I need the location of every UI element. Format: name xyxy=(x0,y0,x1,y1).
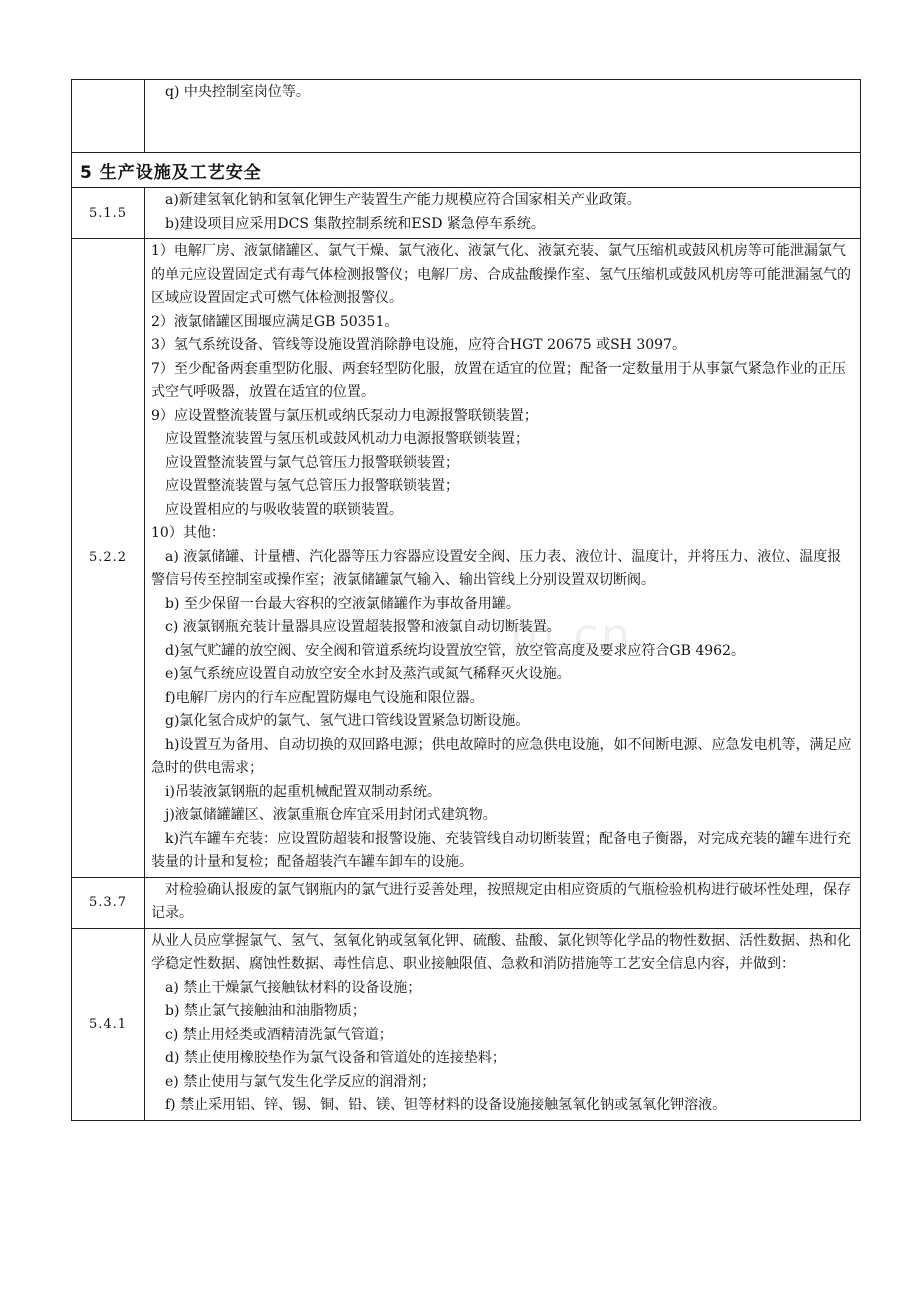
clause-line: d) 禁止使用橡胶垫作为氯气设备和管道处的连接垫料； xyxy=(165,1050,506,1066)
clause-line: 应设置相应的与吸收装置的联锁装置。 xyxy=(165,501,403,518)
clause-line: j)液氯储罐罐区、液氯重瓶仓库宜采用封闭式建筑物。 xyxy=(165,807,497,823)
clause-line: a)新建氢氧化钠和氢氧化钾生产装置生产能力规模应符合国家相关产业政策。 xyxy=(165,192,641,208)
section-title: 5 生产设施及工艺安全 xyxy=(72,153,861,188)
clause-code-cell: 5.2.2 xyxy=(72,239,145,878)
clause-content-cell xyxy=(145,239,861,878)
table-row xyxy=(72,239,861,878)
clause-line: 1）电解厂房、液氯储罐区、氯气干燥、氯气液化、液氯气化、液氯充装、氯气压缩机或鼓风机房等可能泄漏氯气的单元应设置固定式有毒气体检测报警仪；电解厂房、合成盐酸操作室、氢气压缩机或鼓风机房等可能泄漏氢气的区域应设置固定式可燃气体检测报警仪。 xyxy=(151,243,851,306)
clause-content-cell xyxy=(145,80,861,153)
clause-line: 应设置整流装置与氢压机或鼓风机动力电源报警联锁装置； xyxy=(165,431,529,447)
clause-line: g)氯化氢合成炉的氯气、氢气进口管线设置紧急切断设施。 xyxy=(165,713,530,729)
clause-line: e) 禁止使用与氯气发生化学反应的润滑剂； xyxy=(165,1073,436,1090)
table-row xyxy=(72,188,861,239)
table-row xyxy=(72,928,861,1120)
clause-line: b) 禁止氯气接触油和油脂物质； xyxy=(165,1003,366,1019)
clause-line: 10）其他： xyxy=(151,525,225,541)
clause-line: e)氢气系统应设置自动放空安全水封及蒸汽或氮气稀释灭火设施。 xyxy=(165,666,571,682)
clause-line: i)吊装液氯钢瓶的起重机械配置双制动系统。 xyxy=(165,783,441,800)
document-table-wrapper xyxy=(71,79,860,1121)
clause-line: 9）应设置整流装置与氯压机或纳氏泵动力电源报警联锁装置； xyxy=(151,407,538,424)
clause-line: a) 液氯储罐、计量槽、汽化器等压力容器应设置安全阀、压力表、液位计、温度计，并将压力、液位、温度报警信号传至控制室或操作室；液氯储罐氯气输入、输出管线上分别设置双切断阀。 xyxy=(151,548,842,588)
clause-line: b)建设项目应采用DCS 集散控制系统和ESD 紧急停车系统。 xyxy=(165,215,545,232)
clause-line: q) 中央控制室岗位等。 xyxy=(165,84,310,100)
clause-content-cell xyxy=(145,877,861,928)
clause-line: 3）氢气系统设备、管线等设施设置消除静电设施，应符合HGT 20675 或SH 3097。 xyxy=(151,337,686,353)
clause-line: 应设置整流装置与氯气总管压力报警联锁装置； xyxy=(165,454,459,471)
table-row xyxy=(72,877,861,928)
clause-line: d)氢气贮罐的放空阀、安全阀和管道系统均设置放空管，放空管高度及要求应符合GB 4962。 xyxy=(165,642,745,659)
clause-line: k)汽车罐车充装：应设置防超装和报警设施、充装管线自动切断装置；配备电子衡器，对完成充装的罐车进行充装量的计量和复检；配备超装汽车罐车卸车的设施。 xyxy=(151,830,851,870)
clause-line: c) 禁止用烃类或酒精清洗氯气管道； xyxy=(165,1026,393,1043)
clause-line: 2）液氯储罐区围堰应满足GB 50351。 xyxy=(151,313,399,330)
clause-content-cell xyxy=(145,188,861,239)
clause-code-cell: 5.1.5 xyxy=(72,188,145,239)
section-heading-row xyxy=(72,153,861,188)
clause-line: f) 禁止采用铝、锌、锡、铜、铅、镁、钽等材料的设备设施接触氢氧化钠或氢氧化钾溶液。 xyxy=(165,1097,727,1113)
clause-content-cell xyxy=(145,928,861,1120)
clause-code-cell: 5.3.7 xyxy=(72,877,145,928)
clause-line: a) 禁止干燥氯气接触钛材料的设备设施； xyxy=(165,979,422,996)
clause-line: 7）至少配备两套重型防化服、两套轻型防化服，放置在适宜的位置；配备一定数量用于从事氯气紧急作业的正压式空气呼吸器，放置在适宜的位置。 xyxy=(151,360,846,400)
clause-line: b) 至少保留一台最大容积的空液氯储罐作为事故备用罐。 xyxy=(165,595,520,612)
clause-line: 从业人员应掌握氯气、氢气、氢氧化钠或氢氧化钾、硫酸、盐酸、氯化钡等化学品的物性数据、活性数据、热和化学稳定性数据、腐蚀性数据、毒性信息、职业接触限值、急救和消防措施等工艺安全信息内容，并做到： xyxy=(151,932,851,972)
clause-code-cell xyxy=(72,80,145,153)
table-row xyxy=(72,80,861,153)
clause-line: 应设置整流装置与氢气总管压力报警联锁装置； xyxy=(165,478,459,494)
clause-line: 对检验确认报废的氯气钢瓶内的氯气进行妥善处理，按照规定由相应资质的气瓶检验机构进行破坏性处理，保存记录。 xyxy=(151,881,851,921)
clause-line: c) 液氯钢瓶充装计量器具应设置超装报警和液氯自动切断装置。 xyxy=(165,619,561,635)
watermark: m.cn xyxy=(510,608,632,662)
clause-line: f)电解厂房内的行车应配置防爆电气设施和限位器。 xyxy=(165,689,484,706)
clause-line: h)设置互为备用、自动切换的双回路电源；供电故障时的应急供电设施，如不间断电源、应急发电机等，满足应急时的供电需求； xyxy=(151,736,852,776)
safety-requirements-table xyxy=(71,79,861,1121)
clause-code-cell: 5.4.1 xyxy=(72,928,145,1120)
